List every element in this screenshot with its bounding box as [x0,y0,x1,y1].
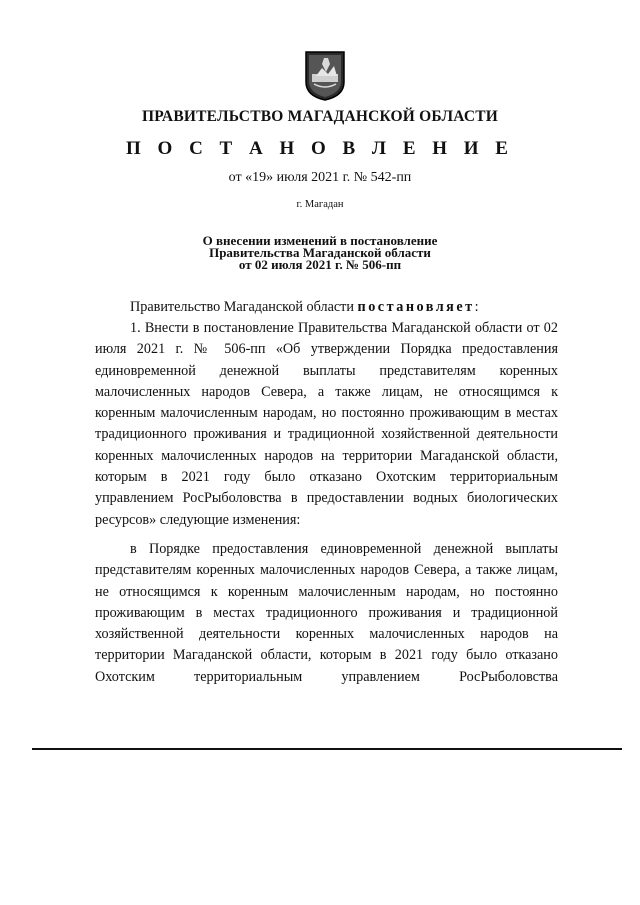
subject-line: от 02 июля 2021 г. № 506-пп [238,257,402,272]
intro-keyword: постановляет [357,299,475,315]
intro-prefix: Правительство Магаданской области [130,299,358,315]
document-type: П О С Т А Н О В Л Е Н И Е [126,138,514,159]
intro-paragraph [95,297,558,318]
item-2-paragraph: в Порядке предоставления единовременной денежной выплаты представителям коренных малочисленных народов Севера, а также лицам, не относящимся к коренным малочисленным народам, но постоянно проживающим в местах традиционного проживания и традиционной хозяйственной деятельности коренных малочисленных народов на территории Магаданской области, которым в 2021 году было отказано Охотским территориальным управлением РосРыболовства [95,541,558,685]
item-1-paragraph: 1. Внести в постановление Правительства Магаданской области от 02 июля 2021 г. № 506-пп «Об утверждении Порядка предоставления единовременной денежной выплаты представителям коренных малочисленных народов Севера, а также лицам, не относящимся к коренным малочисленным народам, но постоянно проживающим в местах традиционного проживания и традиционной хозяйственной деятельности коренных малочисленных народов на территории Магаданской области, которым в 2021 году было отказано Охотским территориальным управлением РосРыболовства в предоставлении водных биологических ресурсов» следующие изменения: [95,320,558,528]
intro-suffix: : [474,299,479,315]
document-date-number: от «19» июля 2021 г. № 542-пп [228,170,412,185]
government-title: ПРАВИТЕЛЬСТВО МАГАДАНСКОЙ ОБЛАСТИ [141,108,499,125]
document-subject [0,235,640,271]
coat-of-arms-icon [304,50,346,102]
subject-line: О внесении изменений в постановление [202,233,438,248]
page-divider [32,748,622,750]
document-city: г. Магадан [296,199,344,210]
subject-line: Правительства Магаданской области [209,245,431,260]
